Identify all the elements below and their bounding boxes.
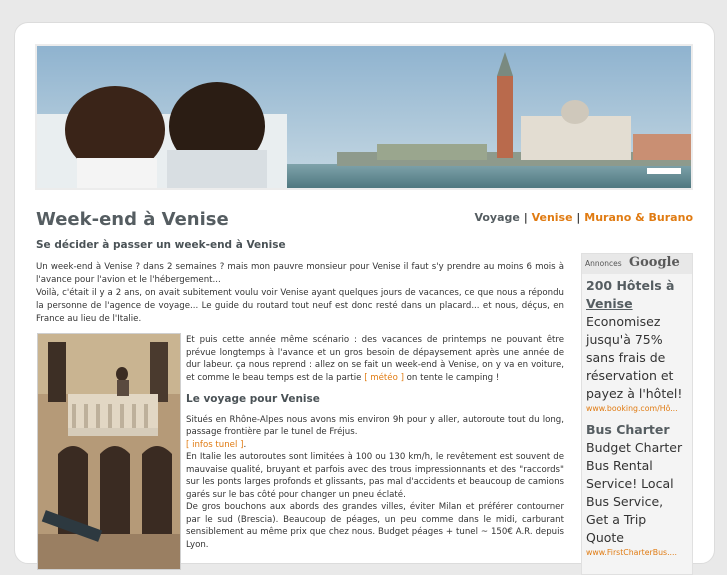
ad-title-text[interactable]: 200 Hôtels à	[586, 278, 675, 293]
article-subtitle: Se décider à passer un week-end à Venise	[36, 239, 286, 251]
ad-description: Economisez jusqu'à 75% sans frais de réservation et payez à l'hôtel!	[586, 314, 683, 401]
article-paragraph	[186, 414, 564, 452]
nav-venise[interactable]: Venise	[531, 211, 573, 224]
ad-title-text[interactable]: Bus Charter	[586, 422, 670, 437]
ads-label: Annonces	[585, 259, 622, 268]
ad-title[interactable]	[586, 421, 688, 439]
ad-title-link[interactable]: Venise	[586, 296, 633, 311]
nav-separator: |	[576, 211, 581, 224]
ad-item[interactable]	[582, 421, 692, 559]
intro-text	[36, 261, 564, 326]
intro-paragraph: Un week-end à Venise ? dans 2 semaines ? mais mon pauvre monsieur pour Venise il faut s'y prendre au moins 6 mois à l'avance pour l'avion et le l'hébergement...	[36, 262, 564, 285]
ad-item[interactable]	[582, 277, 692, 415]
paragraph-text: Et puis cette année même scénario : des vacances de printemps ne pouvant être prévue longtemps à l'avance et un gros besoin de dépaysement après une année de dur labeur. ça nous reprend : allez on se fait un week-end à Venise, on y va en voiture, et comme le beau temps est de la partie	[186, 335, 564, 383]
nav-voyage[interactable]: Voyage	[474, 211, 520, 224]
ad-url[interactable]: www.booking.com/Hô...	[586, 404, 678, 413]
ads-header	[582, 254, 692, 274]
google-logo[interactable]: Google	[629, 255, 680, 270]
intro-paragraph: Voilà, c'était il y a 2 ans, on avait subitement voulu voir Venise ayant quelques jours de vacances, ce que nous a répondu la personne de l'agence de voyage... Le guide du routard tout neuf est donc resté dans un placard... et nous, déçus, en France au lieu de l'Italie.	[36, 288, 564, 324]
paragraph-text: .	[243, 439, 247, 450]
nav-murano-burano[interactable]: Murano & Burano	[584, 211, 693, 224]
ad-title[interactable]	[586, 277, 688, 313]
paragraph-text: Situés en Rhône-Alpes nous avons mis environ 9h pour y aller, autoroute tout du long, passage frontière par le tunel de Fréjus.	[186, 414, 564, 437]
ad-url[interactable]: www.FirstCharterBus....	[586, 548, 677, 557]
page-title: Week-end à Venise	[36, 209, 229, 230]
nav-separator: |	[523, 211, 528, 224]
header-banner-image	[35, 44, 693, 190]
page-container	[14, 22, 715, 564]
article-paragraph: En Italie les autoroutes sont limitées à 100 ou 130 km/h, le revêtement est souvent de mauvaise qualité, bruyant et parfois avec des trous impressionnants et des "raccords" sur les ponts larges profonds et glissants, pas mal d'accidents et beaucoup de camions garés sur le bas côté pour changer un pneu éclaté.	[186, 452, 564, 500]
infos-tunel-link[interactable]: [ infos tunel ]	[186, 439, 244, 450]
paragraph-text: on tente le camping !	[406, 372, 500, 383]
article-paragraph	[186, 334, 564, 384]
article-body	[186, 334, 564, 551]
section-heading: Le voyage pour Venise	[186, 393, 320, 405]
ads-sidebar	[581, 253, 693, 575]
top-nav	[474, 211, 693, 224]
article-paragraph: De gros bouchons aux abords des grandes villes, éviter Milan et préférer contourner par le sud (Brescia). Beaucoup de péages, un peu comme dans le midi, carburant sensiblement au même prix que chez nous. Budget péages + tunel ~ 150€ A.R. depuis Lyon.	[186, 502, 564, 550]
venice-balcony-photo	[37, 333, 181, 570]
ad-description: Budget Charter Bus Rental Service! Local Bus Service, Get a Trip Quote	[586, 440, 683, 545]
meteo-link[interactable]: [ météo ]	[364, 372, 404, 383]
